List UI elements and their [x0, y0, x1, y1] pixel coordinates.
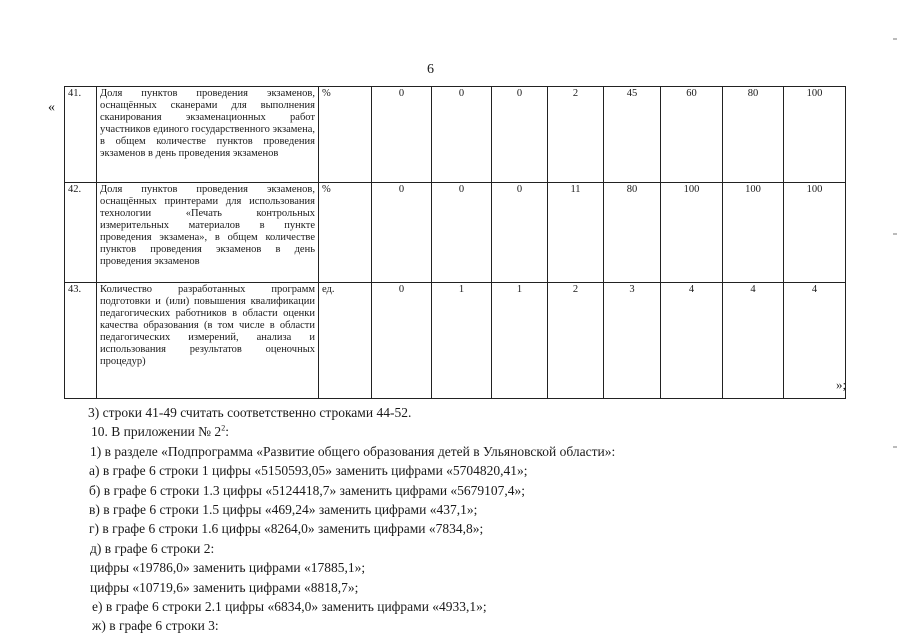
- table-row: [65, 183, 846, 283]
- text-line: 1) в разделе «Подпрограмма «Развитие общего образования детей в Ульяновской области»:: [90, 443, 616, 459]
- text-line: е) в графе 6 строки 2.1 цифры «6834,0» заменить цифрами «4933,1»;: [92, 598, 487, 614]
- value-cell: 100: [784, 183, 846, 283]
- value-cell: 100: [723, 183, 784, 283]
- value-cell: 0: [492, 87, 548, 183]
- value-cell: 80: [723, 87, 784, 183]
- value-cell: 60: [661, 87, 723, 183]
- value-cell: 80: [604, 183, 661, 283]
- unit-cell: ед.: [319, 283, 372, 399]
- value-cell: 11: [548, 183, 604, 283]
- value-cell: 45: [604, 87, 661, 183]
- table-row: [65, 283, 846, 399]
- row-number: 43.: [65, 283, 97, 399]
- amendment-text: [88, 403, 615, 636]
- text-line: цифры «10719,6» заменить цифрами «8818,7»;: [90, 579, 359, 595]
- unit-cell: %: [319, 183, 372, 283]
- value-cell: 2: [548, 87, 604, 183]
- footnote-superscript: 2: [221, 423, 226, 433]
- value-cell: 1: [492, 283, 548, 399]
- appendix-heading: 10. В приложении № $2^2$:: [91, 423, 229, 440]
- margin-mark: [893, 38, 897, 40]
- value-cell: 4: [661, 283, 723, 399]
- value-cell: 4: [723, 283, 784, 399]
- row-number: 41.: [65, 87, 97, 183]
- value-cell: 2: [548, 283, 604, 399]
- opening-quote: «: [48, 100, 55, 115]
- value-cell: 0: [372, 87, 432, 183]
- unit-cell: %: [319, 87, 372, 183]
- value-cell: 0: [432, 87, 492, 183]
- value-cell: 0: [372, 283, 432, 399]
- value-cell: 100: [784, 87, 846, 183]
- margin-mark: [893, 446, 897, 448]
- value-cell: 1: [432, 283, 492, 399]
- margin-mark: [893, 233, 897, 235]
- page-number: 6: [427, 62, 434, 77]
- text-line: а) в графе 6 строки 1 цифры «5150593,05» заменить цифрами «5704820,41»;: [89, 463, 528, 479]
- indicator-description: Количество разработанных программ подготовки и (или) повышения квалификации педагогических работников в области оценки качества образования (в том числе в области педагогических измерений, анализа и использования результатов оценочных процедур): [97, 283, 319, 399]
- value-cell: 100: [661, 183, 723, 283]
- text-line: д) в графе 6 строки 2:: [90, 540, 215, 556]
- indicator-description: Доля пунктов проведения экзаменов, оснащённых сканерами для выполнения сканирования экзаменационных работ участников единого государственного экзамена, в общем количестве пунктов проведения экзаменов в день проведения экзаменов: [97, 87, 319, 183]
- value-cell: 0: [432, 183, 492, 283]
- value-cell: 4: [784, 283, 846, 399]
- value-cell: 0: [492, 183, 548, 283]
- text-line: 3) строки 41-49 считать соответственно строками 44-52.: [88, 405, 412, 420]
- indicator-description: Доля пунктов проведения экзаменов, оснащённых принтерами для использования технологии «Печать контрольных измерительных материалов в пункте проведения экзамена», в общем количестве пунктов проведения экзаменов в день проведения экзаменов: [97, 183, 319, 283]
- text-line: ж) в графе 6 строки 3:: [92, 618, 219, 634]
- row-number: 42.: [65, 183, 97, 283]
- table-row: [65, 87, 846, 183]
- value-cell: 3: [604, 283, 661, 399]
- indicators-table: [64, 86, 846, 399]
- text-line: б) в графе 6 строки 1.3 цифры «5124418,7» заменить цифрами «5679107,4»;: [89, 482, 526, 498]
- text-line: в) в графе 6 строки 1.5 цифры «469,24» заменить цифрами «437,1»;: [89, 501, 478, 517]
- text-line: цифры «19786,0» заменить цифрами «17885,1»;: [90, 560, 366, 576]
- text-line: г) в графе 6 строки 1.6 цифры «8264,0» заменить цифрами «7834,8»;: [89, 521, 484, 537]
- value-cell: 0: [372, 183, 432, 283]
- closing-quote: »;: [836, 377, 847, 392]
